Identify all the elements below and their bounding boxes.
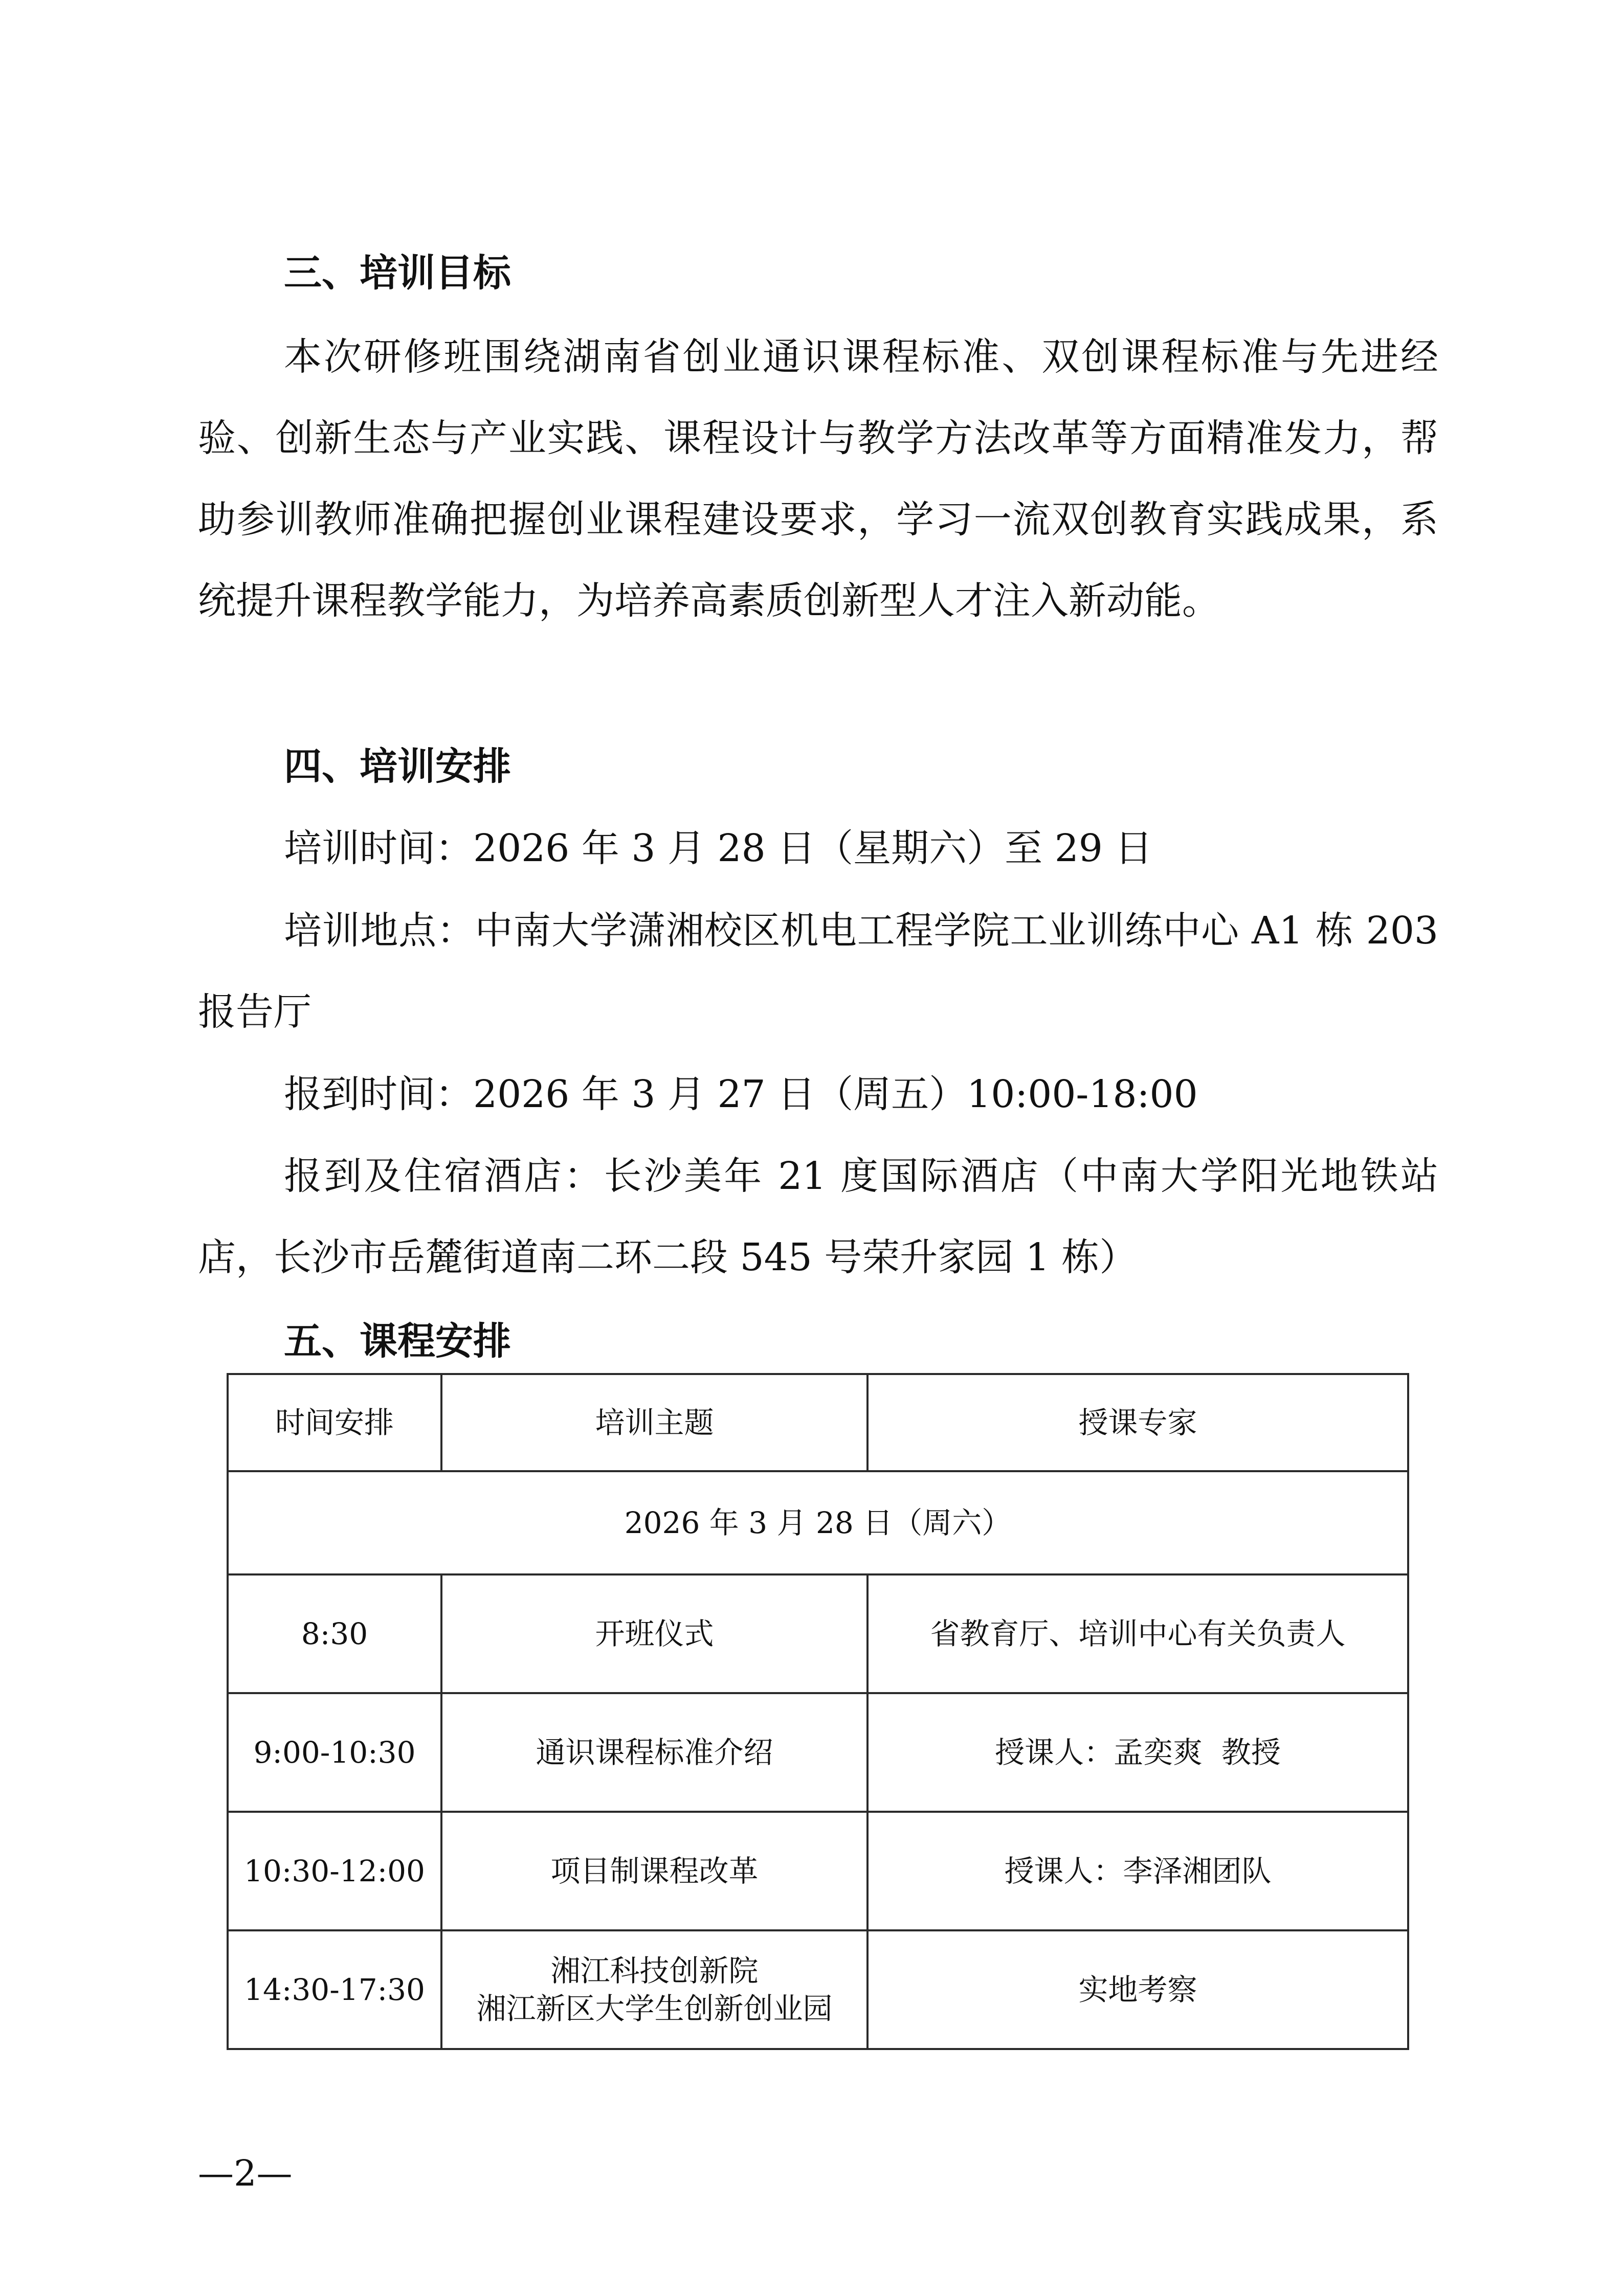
course-schedule-table <box>227 1373 1409 2050</box>
table-row <box>228 1812 1408 1930</box>
schedule-date: 2026 年 3 月 28 日（周六） <box>228 1471 1408 1574</box>
row-time: 10:30-12:00 <box>228 1812 441 1930</box>
table-date-row <box>228 1471 1408 1574</box>
row-topic-cell <box>441 1930 867 2049</box>
training-time: 培训时间：2026 年 3 月 28 日（星期六）至 29 日 <box>284 826 1153 870</box>
row-expert: 省教育厅、培训中心有关负责人 <box>867 1574 1408 1693</box>
row-topic: 通识课程标准介绍 <box>441 1693 867 1812</box>
row-topic-line2: 湘江新区大学生创新创业园 <box>476 1991 833 2026</box>
section-heading-arrangement: 四、培训安排 <box>284 745 511 789</box>
training-place: 培训地点：中南大学潇湘校区机电工程学院工业训练中心 A1 栋 203 报告厅 <box>198 909 1438 1034</box>
row-expert: 授课人：李泽湘团队 <box>867 1812 1408 1930</box>
goal-paragraph: 本次研修班围绕湖南省创业通识课程标准、双创课程标准与先进经验、创新生态与产业实践、课程设计与教学方法改革等方面精准发力，帮助参训教师准确把握创业课程建设要求，学习一流双创教育实践成果，系统提升课程教学能力，为培养高素质创新型人才注入新动能。 <box>198 335 1438 623</box>
table-row <box>228 1930 1408 2049</box>
row-time: 9:00-10:30 <box>228 1693 441 1812</box>
hotel-info: 报到及住宿酒店：长沙美年 21 度国际酒店（中南大学阳光地铁站店，长沙市岳麓街道南二环二段 545 号荣升家园 1 栋） <box>198 1154 1438 1279</box>
registration-time: 报到时间：2026 年 3 月 27 日（周五）10:00-18:00 <box>284 1072 1198 1116</box>
table-row <box>228 1693 1408 1812</box>
row-topic: 湘江科技创新院 <box>550 1953 759 1988</box>
section-heading-course: 五、课程安排 <box>284 1319 511 1363</box>
header-topic: 培训主题 <box>441 1374 867 1471</box>
row-topic: 项目制课程改革 <box>441 1812 867 1930</box>
header-expert: 授课专家 <box>867 1374 1408 1471</box>
section-heading-goal: 三、培训目标 <box>284 251 511 295</box>
row-time: 14:30-17:30 <box>228 1930 441 2049</box>
row-expert: 授课人：孟奕爽 教授 <box>867 1693 1408 1812</box>
page-number: —2— <box>198 2152 293 2194</box>
table-row <box>228 1574 1408 1693</box>
row-expert: 实地考察 <box>867 1930 1408 2049</box>
table-header-row <box>228 1374 1408 1471</box>
row-time: 8:30 <box>228 1574 441 1693</box>
header-time: 时间安排 <box>228 1374 441 1471</box>
row-topic: 开班仪式 <box>441 1574 867 1693</box>
